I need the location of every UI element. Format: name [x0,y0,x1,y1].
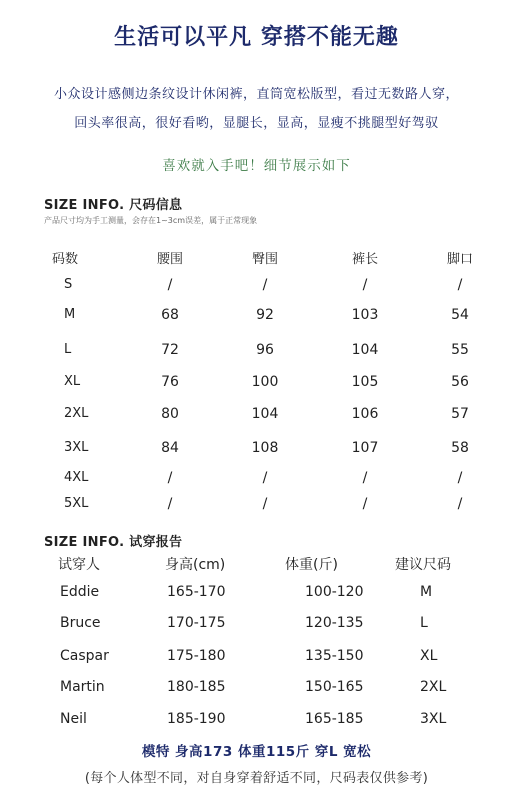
size-table-cell: 58 [451,440,469,456]
size-table-cell: 4XL [64,470,89,485]
size-table-cell: / [457,496,463,512]
size-info-title: SIZE INFO. 尺码信息 [44,198,183,213]
size-table-cell: 80 [161,406,179,422]
size-table-cell: 107 [351,440,379,456]
try-header-cell: 体重(斤) [285,557,338,573]
size-table-cell: / [362,470,368,486]
size-table-cell: 2XL [64,406,89,421]
size-table-cell: 54 [451,307,469,323]
size-header-cell: 码数 [52,252,79,267]
try-table-cell: 185-190 [167,711,226,727]
size-table-cell: / [457,277,463,293]
try-table-cell: 3XL [420,711,447,727]
try-table-cell: M [420,584,433,600]
description-line-2: 回头率很高，很好看哟，显腿长，显高，显瘦不挑腿型好驾驭 [74,116,439,131]
size-table-cell: / [457,470,463,486]
try-table-cell: Bruce [60,615,101,631]
size-table-cell: 105 [351,374,379,390]
size-table-cell: 3XL [64,440,89,455]
try-table-cell: 150-165 [305,679,364,695]
size-table-cell: 92 [256,307,274,323]
model-info: 模特 身高173 体重115斤 穿L 宽松 [141,744,372,760]
try-table-cell: L [420,615,428,631]
detail-intro: 喜欢就入手吧！细节展示如下 [162,158,351,174]
size-table-cell: 100 [251,374,279,390]
size-table-cell: 5XL [64,496,89,511]
try-table-cell: 135-150 [305,648,364,664]
size-table-cell: 106 [351,406,379,422]
size-table-cell: / [362,277,368,293]
try-table-cell: 165-185 [305,711,364,727]
size-table-cell: XL [64,374,81,389]
size-table-cell: 56 [451,374,469,390]
size-table-cell: S [64,277,73,292]
size-header-cell: 腰围 [156,252,183,267]
size-table-cell: 55 [451,342,469,358]
size-table-cell: / [167,470,173,486]
size-table-cell: / [167,277,173,293]
size-table-cell: 72 [161,342,179,358]
size-table-cell: 68 [161,307,179,323]
try-table-cell: Martin [60,679,105,695]
size-table-cell: / [362,496,368,512]
try-table-cell: 2XL [420,679,447,695]
size-table-cell: / [167,496,173,512]
size-table-cell: 104 [351,342,379,358]
page-title: 生活可以平凡 穿搭不能无趣 [114,25,399,50]
size-table-cell: L [64,342,72,357]
size-table-cell: / [262,470,268,486]
size-table-cell: 108 [251,440,279,456]
try-header-cell: 试穿人 [58,557,100,573]
try-table-cell: 100-120 [305,584,364,600]
try-table-cell: 175-180 [167,648,226,664]
try-table-cell: Eddie [60,584,100,600]
try-header-cell: 建议尺码 [395,557,451,573]
size-table-cell: 57 [451,406,469,422]
try-table-cell: 170-175 [167,615,226,631]
size-table-cell: 76 [161,374,179,390]
try-header-cell: 身高(cm) [165,557,226,573]
size-header-cell: 裤长 [351,252,378,267]
size-table-cell: / [262,277,268,293]
try-table-cell: 180-185 [167,679,226,695]
size-info-note: 产品尺寸均为手工测量，会存在1~3cm误差，属于正常现象 [44,216,258,225]
size-table-cell: 96 [256,342,274,358]
size-table-cell: 84 [161,440,179,456]
try-table-cell: 165-170 [167,584,226,600]
size-table-cell: 103 [351,307,379,323]
try-table-cell: 120-135 [305,615,364,631]
size-header-cell: 臀围 [251,252,278,267]
try-table-cell: Neil [60,711,87,727]
description-line-1: 小众设计感侧边条纹设计休闲裤，直筒宽松版型，看过无数路人穿， [53,87,459,102]
size-table-cell: / [262,496,268,512]
try-report-title: SIZE INFO. 试穿报告 [44,535,183,550]
try-table-cell: XL [420,648,438,664]
size-table-cell: M [64,307,76,322]
size-table-cell: 104 [251,406,279,422]
size-header-cell: 脚口 [446,252,473,267]
disclaimer-note: (每个人体型不同，对自身穿着舒适不同，尺码表仅供参考) [84,771,429,786]
try-table-cell: Caspar [60,648,109,664]
